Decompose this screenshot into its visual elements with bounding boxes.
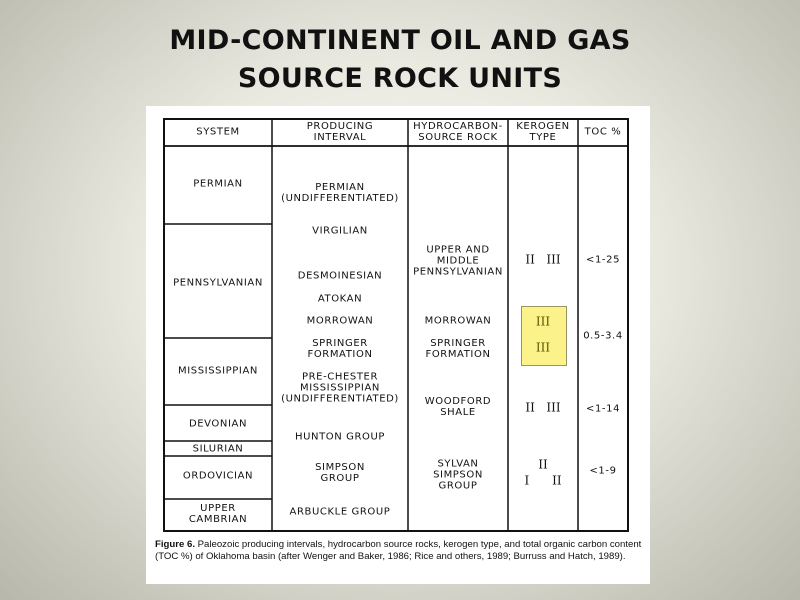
interval-atokan: ATOKAN <box>317 293 363 305</box>
header-system: SYSTEM <box>196 126 240 138</box>
system-mississippian: MISSISSIPPIAN <box>178 365 258 377</box>
kerogen-pennsylvanian: II III <box>525 252 561 267</box>
source-woodford-shale: WOODFORD SHALE <box>424 396 492 418</box>
system-silurian: SILURIAN <box>192 443 244 455</box>
caption-text: Paleozoic producing intervals, hydrocarbon source rocks, kerogen type, and total organic carbon content (TOC %) of Oklahoma basin (after Wenger and Baker, 1986; Rice and others, 1989; Burruss and Hatch, 1989). <box>155 539 642 562</box>
system-permian: PERMIAN <box>193 178 243 190</box>
system-devonian: DEVONIAN <box>188 418 248 430</box>
header-toc: TOC % <box>584 126 622 138</box>
source-rock-figure <box>146 106 650 584</box>
kerogen-woodford: II III <box>525 400 561 415</box>
interval-desmoinesian: DESMOINESIAN <box>297 270 383 282</box>
header-kerogen-type: KEROGEN TYPE <box>516 121 570 143</box>
kerogen-springer: III <box>535 340 551 355</box>
source-upper-middle-pennsylvanian: UPPER AND MIDDLE PENNSYLVANIAN <box>413 244 503 278</box>
interval-morrowan: MORROWAN <box>306 315 374 327</box>
system-ordovician: ORDOVICIAN <box>182 470 254 482</box>
source-morrowan: MORROWAN <box>424 315 492 327</box>
caption-label: Figure 6. <box>155 539 195 550</box>
kerogen-sylvan-top: II <box>538 457 548 472</box>
slide-title <box>0 22 800 98</box>
kerogen-morrowan: III <box>535 314 551 329</box>
toc-morrowan-springer: 0.5-3.4 <box>583 330 623 342</box>
system-pennsylvanian: PENNSYLVANIAN <box>173 277 263 289</box>
interval-arbuckle-group: ARBUCKLE GROUP <box>289 506 391 518</box>
interval-virgilian: VIRGILIAN <box>312 225 368 237</box>
interval-simpson-group: SIMPSON GROUP <box>315 462 365 484</box>
source-springer-formation: SPRINGER FORMATION <box>425 338 491 360</box>
interval-springer-formation: SPRINGER FORMATION <box>307 338 373 360</box>
source-sylvan-simpson-group: SYLVAN SIMPSON GROUP <box>433 458 483 492</box>
kerogen-sylvan-bottom: I II <box>524 473 562 488</box>
toc-woodford: <1-14 <box>585 403 621 415</box>
toc-sylvan: <1-9 <box>589 465 617 477</box>
interval-hunton-group: HUNTON GROUP <box>294 431 386 443</box>
header-producing-interval: PRODUCING INTERVAL <box>306 121 374 143</box>
figure-caption <box>155 539 645 562</box>
header-hydrocarbon-source-rock: HYDROCARBON- SOURCE ROCK <box>413 121 503 143</box>
slide-title-line-2: SOURCE ROCK UNITS <box>237 63 563 94</box>
interval-permian: PERMIAN (UNDIFFERENTIATED) <box>281 182 399 204</box>
system-upper-cambrian: UPPER CAMBRIAN <box>188 503 248 525</box>
interval-pre-chester: PRE-CHESTER MISSISSIPPIAN (UNDIFFERENTIATED) <box>281 371 399 405</box>
slide-title-line-1: MID-CONTINENT OIL AND GAS <box>169 25 631 56</box>
toc-pennsylvanian: <1-25 <box>585 254 621 266</box>
